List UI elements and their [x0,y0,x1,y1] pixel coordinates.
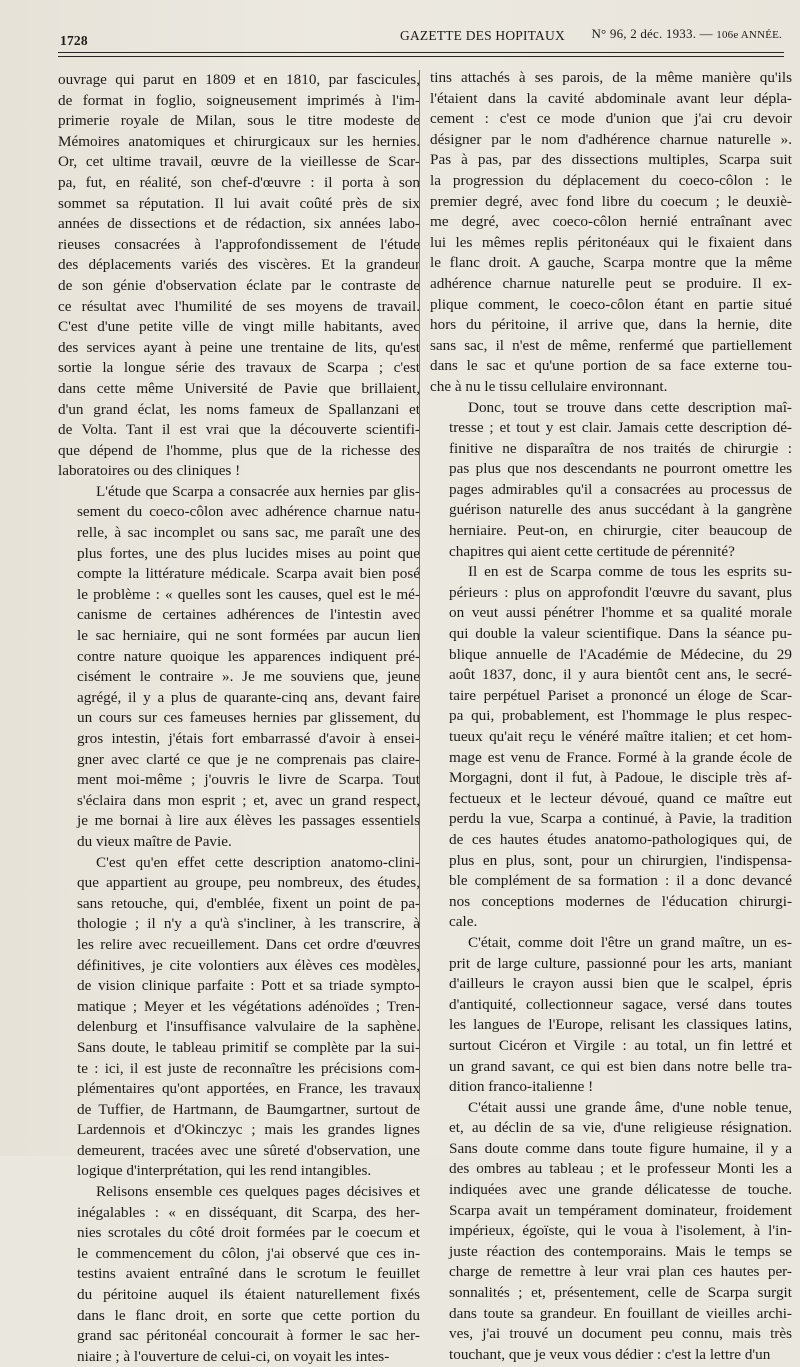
page-header [60,26,782,50]
issue-info [591,26,782,42]
text-line: de vision clinique parfaite : Pott et sa triade sympto- [77,977,420,995]
text-line: Scarpa avait un tempérament dominateur, froidement [449,1201,792,1219]
header-rule [58,52,784,53]
text-line: dition franco-italienne ! [449,1078,594,1096]
text-line: Or, cet ultime travail, œuvre de la vieillesse de Scar- [58,153,420,171]
text-line: fectueux et le lecteur dévoué, quand ce maître eut [449,789,792,807]
text-line: l'étaient dans la cavité abdominale avant leur dépla- [430,89,792,107]
text-line: blique annuelle de l'Académie de Médecine, du 29 [449,645,792,663]
text-line: Lardennois et d'Okinczyc ; mais les grandes lignes [77,1121,420,1139]
text-line: définitives, je cite volontiers aux élèves ces modèles, [77,956,420,974]
text-line: tins attachés à ses parois, de la même manière qu'ils [430,69,792,86]
text-line: herniaire. Peut-on, en chirurgie, citer beaucoup de [449,522,792,540]
text-line: che à nu le tissu cellulaire environnant. [430,377,668,395]
text-line: de son génie d'observation éclate par le contraste de [58,276,420,294]
text-line: ment moi-même ; j'ouvris le livre de Scarpa. Tout [77,771,420,789]
text-line: Sans doute, le tableau primitif se complète par la sui- [77,1038,420,1056]
text-line: primerie royale de Milan, sous le titre modeste de [58,112,420,130]
text-line: un grand savant, ce qui est bien dans notre belle tra- [449,1057,792,1075]
text-line: du péritoine auquel ils étaient naturellement fixés [77,1286,420,1304]
text-line: la progression du déplacement du coeco-côlon : le [430,171,792,189]
text-line: me degré, avec coeco-côlon hernié entraînant avec [430,213,792,231]
text-line: mage est venu de France. Formé à la grande école de [449,748,792,766]
text-line: C'est d'une petite ville de vingt mille habitants, avec [58,318,420,336]
text-line: relle, à sac incomplet ou sans sac, me paraît une des [77,524,420,542]
year-label: 106e ANNÉE. [716,29,782,41]
text-line: niaire ; à l'ouverture de celui-ci, on voyait les intes- [77,1347,390,1365]
text-line: nies scrotales du côté droit formées par le coecum et [77,1224,420,1242]
text-line: les langues de l'Europe, relisant les classiques latins, [449,1016,792,1034]
text-line: août 1837, donc, il y aura bientôt cent ans, le secré- [449,666,792,684]
text-line: C'était aussi une grande âme, d'une noble tenue, [468,1098,792,1116]
text-line: ce résultat avec l'humilité de ses moyens de travail. [58,297,420,315]
text-line: Sans doute comme dans toute figure humaine, il y a [449,1139,792,1157]
text-line: gros intestin, j'étais fort embarrassé d'avoir à ensei- [77,730,420,747]
text-line: tueux qu'ait reçu le vénéré maître italien; et cet hom- [449,728,792,745]
text-line: demeurent, tracées avec une sûreté d'observation, une [77,1141,420,1159]
text-line: perdu la vue, Scarpa a continué, à Pavie, la tradition [449,810,792,828]
text-line: le flanc droit. A gauche, Scarpa montre que la même [430,254,792,272]
text-line: d'ailleurs le crayon aussi bien que le scalpel, épris [449,975,792,993]
text-line: L'étude que Scarpa a consacrée aux hernies par glis- [96,482,420,500]
paragraph [430,398,792,563]
text-line: le problème : « quelles sont les causes, quel est le mé- [77,585,420,603]
text-line: laboratoires ou des cliniques ! [58,462,241,480]
paragraph [58,482,420,853]
text-line: pas plus que nos descendants ne pourront omettre les [449,460,792,478]
text-line: lui les mêmes replis péritonéaux qui le fixaient dans [430,233,792,251]
text-line: et, au déclin de sa vie, d'une religieuse résignation. [449,1119,792,1137]
text-line: cisément le contraire ». Je me souviens que, jeune [77,668,420,686]
text-line: sortie la longue série des travaux de Scarpa ; c'est [58,359,420,377]
text-line: les relire avec recueillement. Dans cet ordre d'œuvres [77,935,420,953]
text-line: pa, fut, en réalité, son chef-d'œuvre : il porta à son [58,173,420,191]
paragraph [58,853,420,1183]
paragraph-continued [430,68,792,398]
text-line: dans le sac et qu'une portion de sa face externe tou- [430,357,792,375]
text-line: hors du péritoine, il arrive que, dans la hernie, dite [430,316,792,334]
text-line: impérieux, égoïste, qui le voua à l'isolement, à l'in- [449,1222,792,1240]
text-line: thologie ; il n'y a qu'à s'incliner, à les transcrire, à [77,915,420,933]
text-line: sans retouche, qui, d'emblée, fixent un point de pa- [77,894,420,912]
text-line: de Tuffier, de Hartmann, de Baumgartner, surtout de [77,1100,420,1118]
paragraph [430,933,792,1098]
text-line: Donc, tout se trouve dans cette description maî- [468,398,792,416]
text-line: plus en plus, sont, pour un chirurgien, l'indispensa- [449,851,792,869]
text-line: agrégé, il y a plus de quarante-cinq ans, devant faire [77,688,420,706]
paragraph [58,1182,420,1367]
left-column [58,70,420,1367]
issue-number: N° 96, 2 déc. 1933. — [591,26,713,41]
text-line: Pas à pas, par des dissections multiples, Scarpa suit [430,151,792,169]
paragraph-continued [58,70,420,482]
text-line: plémentaires qu'ont apportées, en France, les travaux [77,1080,420,1098]
text-line: indiquées avec une grande délicatesse de touche. [449,1181,792,1199]
text-line: de format in foglio, soigneusement imprimés à l'im- [58,91,420,109]
text-line: pa qui, probablement, est l'hommage le plus respec- [449,707,792,725]
header-rule-thin [58,56,784,57]
text-line: années de dissections et de rédaction, six années labo- [58,215,420,233]
text-line: sans sac, il n'est de même, renfermé que partiellement [430,336,792,354]
text-line: ves, j'ai trouvé un document peu connu, mais très [449,1325,792,1343]
text-line: le commencement du côlon, j'ai observé que ces in- [77,1244,420,1262]
text-line: ble complément de sa formation : il a donc devancé [449,872,792,890]
text-line: finitive ne disparaîtra de nos traités de chirurgie : [449,439,792,457]
text-line: juste réaction des contemporains. Mais le temps se [449,1242,792,1260]
text-line: sement du coeco-côlon avec adhérence charnue natu- [77,503,420,521]
text-line: rieuses consacrées à l'approfondissement de l'étude [58,235,420,253]
text-line: surtout Cicéron et Virgile : au total, un fin lettré et [449,1036,792,1054]
text-line: le sac herniaire, qui ne sont formées par aucun lien [77,627,420,645]
text-line: taire perpétuel Pariset a prononcé un éloge de Scar- [449,686,792,704]
right-column [430,68,792,1365]
text-line: grand sac péritonéal concourait à former le sac her- [77,1327,420,1345]
text-line: testins avaient entraîné dans le scrotum le feuillet [77,1265,420,1283]
text-line: charge de remettre à leur vrai plan ces hautes per- [449,1263,792,1281]
text-line: dans le flanc droit, en sorte que cette portion du [77,1306,420,1324]
journal-title: GAZETTE DES HOPITAUX [400,28,565,43]
text-line: inégalables : « en disséquant, dit Scarpa, des her- [77,1203,420,1221]
paragraph [430,1098,792,1366]
text-line: que appartient au groupe, peu nombreux, des études, [77,874,420,892]
text-line: sonnalités ; et, présentement, celle de Scarpa surgit [449,1284,792,1302]
text-line: C'était, comme doit l'être un grand maître, un es- [468,933,792,951]
text-line: te : ici, il est juste de reconnaître les précisions com- [77,1059,420,1077]
text-line: touchant, que je veux vous dédier : c'est la lettre d'un [449,1345,771,1363]
text-line: s'éclaira dans mon esprit ; et, avec un grand respect, [77,791,420,809]
text-line: on veut aussi pénétrer l'homme et sa qualité morale [449,604,792,622]
paragraph [430,562,792,933]
text-line: nos conceptions modernes de l'éducation chirurgi- [449,892,792,910]
text-line: cement : c'est ce mode d'union que j'ai cru devoir [430,110,792,128]
text-line: logique d'interprétation, qui les rend intangibles. [77,1162,372,1180]
text-line: Morgagni, dont il fut, à Padoue, le disciple très af- [449,769,792,787]
text-line: dans cette même Université de Pavie que brillaient, [58,379,420,397]
page-number: 1728 [60,33,88,48]
text-line: guérison naturelle des anus succédant à la gangrène [449,501,792,519]
text-line: contre nature quoique les apparences indiquent pré- [77,647,420,665]
text-line: du vieux maître de Pavie. [77,832,232,850]
text-line: sommet sa réputation. Il lui avait coûté près de six [58,194,420,212]
text-line: gner avec clarté ce que je ne comprenais pas claire- [77,750,420,768]
text-line: des services ayant à peine une trentaine de lits, qu'est [58,338,420,356]
text-line: ouvrage qui parut en 1809 et en 1810, par fascicules, [58,71,420,88]
text-line: tresse ; et tout y est clair. Jamais cette description dé- [449,419,792,437]
text-line: Il en est de Scarpa comme de tous les esprits su- [468,563,792,581]
text-line: plique comment, le coeco-côlon étant en partie situé [430,295,792,313]
text-line: matique ; Meyer et les végétations adénoïdes ; Tren- [77,997,420,1015]
text-line: des déplacements variés des viscères. Et la grandeur [58,256,420,274]
text-line: je me bornai à lire aux élèves les passages essentiels [77,812,420,830]
text-line: pages admirables qu'il a consacrées au processus de [449,480,792,498]
text-line: compte la littérature médicale. Scarpa avait bien posé [77,565,420,583]
text-line: canisme de certaines adhérences de l'intestin avec [77,606,420,624]
text-line: Relisons ensemble ces quelques pages décisives et [96,1183,420,1201]
text-line: adhérence charnue naturelle peut se produire. Il ex- [430,274,792,292]
text-line: premier degré, avec fond libre du coecum ; le deuxiè- [430,192,792,210]
text-line: plus fortes, une des plus lucides mises au point que [77,544,420,562]
text-line: chapitres qui aient cette certitude de pérennité? [449,542,735,560]
text-line: d'antiquité, collectionneur sagace, versé dans toutes [449,995,792,1013]
column-divider [419,70,420,1100]
text-line: un cours sur ces fameuses hernies par glissement, du [77,709,420,727]
text-line: C'est qu'en effet cette description anatomo-clini- [96,853,420,871]
text-line: Mémoires anatomiques et chirurgicaux sur les hernies. [58,132,420,150]
text-line: que dépend de l'homme, plus que de la richesse des [58,441,420,459]
text-line: cale. [449,913,478,931]
text-line: delenburg et l'insuffisance valvulaire de la saphène. [77,1018,420,1036]
text-line: périeurs : plus on approfondit l'œuvre du savant, plus [449,583,792,601]
text-line: des ombres au tableau ; et le professeur Monti les a [449,1160,792,1178]
text-line: d'un grand éclat, les noms fameux de Spallanzani et [58,400,420,418]
text-line: dans toute sa grandeur. En fouillant de vieilles archi- [449,1304,792,1322]
text-line: prit de large culture, passionné pour les arts, maniant [449,954,792,972]
text-line: de ces hautes études anatomo-pathologiques qui, de [449,830,792,848]
text-line: désigner par le nom d'adhérence charnue naturelle ». [430,130,792,148]
text-line: qui double la valeur scientifique. Dans la séance pu- [449,625,792,643]
text-line: de Volta. Tant il est vrai que la découverte scientifi- [58,421,420,439]
